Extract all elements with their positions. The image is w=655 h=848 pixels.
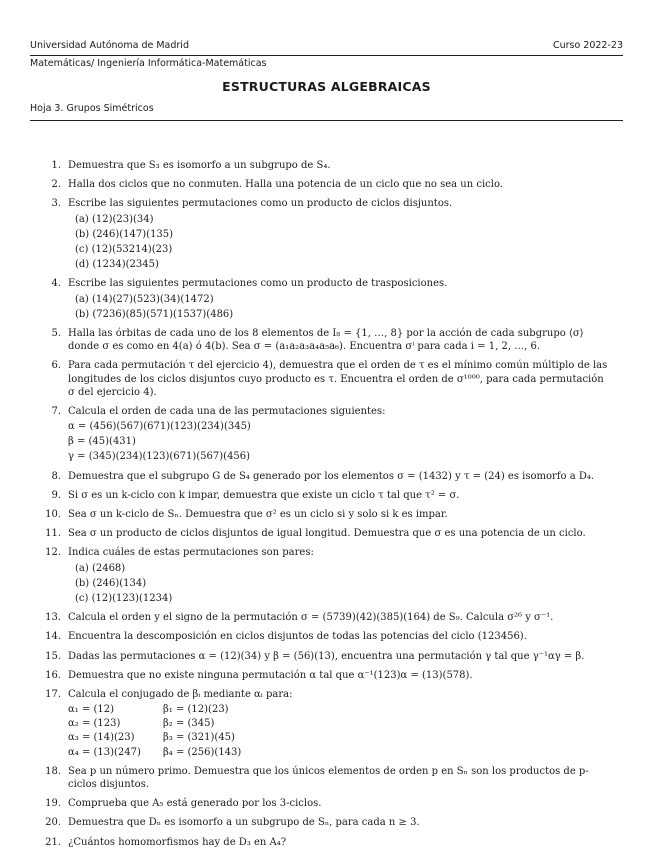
problem-text: Halla las órbitas de cada uno de los 8 elementos de I₈ = {1, …, 8} por la acción de cada subgrupo ⟨σ⟩ donde σ es como en 4(a) ó 4(b). Sea σ = (a₁a₂a₃a₄a₅a₆). Encuentra σⁱ para cada i = 1, 2, …, 6.: [68, 327, 584, 353]
problem-text: Escribe las siguientes permutaciones como un producto de trasposiciones.: [68, 278, 448, 290]
problem-text: ¿Cuántos homomorfismos hay de D₃ en A₄?: [68, 836, 287, 848]
problem-number: 18.: [45, 765, 61, 777]
permutation-line: α = (456)(567)(671)(123)(234)(345): [68, 421, 251, 433]
subitem: (c) (12)(53214)(23): [75, 244, 173, 256]
problem-number: 10.: [45, 509, 61, 521]
problem-body: [68, 688, 609, 759]
problem-number: 1.: [51, 160, 61, 172]
problem-text: Escribe las siguientes permutaciones como un producto de ciclos disjuntos.: [68, 198, 453, 210]
problem-text: Dadas las permutaciones α = (12)(34) y β = (56)(13), encuentra una permutación γ tal que γ⁻¹αγ = β.: [68, 650, 585, 662]
problem-number: 20.: [45, 817, 61, 829]
problem-text: Indica cuáles de estas permutaciones son pares:: [68, 547, 314, 559]
problem-number: 4.: [51, 278, 61, 290]
problem-item: [40, 405, 609, 464]
problem-text: Comprueba que A₅ está generado por los 3-ciclos.: [68, 798, 322, 810]
document-header: [30, 40, 623, 121]
alpha-entry: α₄ = (13)(247): [68, 746, 141, 758]
problem-text: Sea p un número primo. Demuestra que los únicos elementos de orden p en Sₙ son los productos de p-ciclos disjuntos.: [68, 765, 589, 791]
problem-item: [40, 527, 609, 540]
problem-text: Demuestra que el subgrupo G de S₄ generado por los elementos σ = (1432) y τ = (24) es isomorfo a D₄.: [68, 470, 595, 482]
problem-item: [40, 359, 609, 399]
problem-number: 3.: [51, 198, 61, 210]
problem-text: Sea σ un producto de ciclos disjuntos de igual longitud. Demuestra que σ es una potencia de un ciclo.: [68, 528, 586, 540]
beta-entry: β₂ = (345): [163, 718, 215, 730]
problem-body: [68, 277, 609, 321]
problem-item: [40, 630, 609, 643]
subitem: (c) (12)(123)(1234): [75, 592, 173, 604]
problem-text: Demuestra que Dₙ es isomorfo a un subgrupo de Sₙ, para cada n ≥ 3.: [68, 817, 420, 829]
problem-text: Calcula el orden y el signo de la permutación σ = (5739)(42)(385)(164) de S₉. Calcula σ²⁶ y σ⁻¹.: [68, 612, 554, 624]
problem-item: [40, 669, 609, 682]
problem-item: [40, 611, 609, 624]
problem-body: [68, 197, 609, 271]
problem-item: [40, 327, 609, 353]
problem-text: Calcula el orden de cada una de las permutaciones siguientes:: [68, 405, 386, 417]
subitem: (b) (7236)(85)(571)(1537)(486): [75, 308, 234, 320]
problem-item: [40, 197, 609, 271]
problem-number: 16.: [45, 669, 61, 681]
problem-item: [40, 277, 609, 321]
problem-body: [68, 405, 609, 464]
problem-number: 21.: [45, 836, 61, 848]
beta-entry: β₁ = (12)(23): [163, 704, 229, 716]
problem-number: 11.: [45, 528, 61, 540]
problem-text: Demuestra que no existe ninguna permutación α tal que α⁻¹(123)α = (13)(578).: [68, 669, 473, 681]
beta-entry: β₄ = (256)(143): [163, 746, 242, 758]
sheet-title: Hoja 3. Grupos Simétricos: [30, 103, 623, 122]
subitem: (d) (1234)(2345): [75, 259, 159, 271]
problem-number: 2.: [51, 179, 61, 191]
problem-number: 7.: [51, 405, 61, 417]
problem-item: [40, 508, 609, 521]
problem-item: [40, 178, 609, 191]
subitem: (b) (246)(134): [75, 577, 147, 589]
problem-number: 19.: [45, 798, 61, 810]
problem-item: [40, 650, 609, 663]
problem-number: 17.: [45, 688, 61, 700]
subitem: (a) (14)(27)(523)(34)(1472): [75, 293, 214, 305]
problem-item: [40, 470, 609, 483]
degree-line: Matemáticas/ Ingeniería Informática-Matemáticas: [30, 57, 267, 69]
problem-number: 5.: [51, 327, 61, 339]
problem-item: [40, 159, 609, 172]
subitem: (b) (246)(147)(135): [75, 228, 174, 240]
university-name: Universidad Autónoma de Madrid: [30, 40, 189, 51]
problem-number: 13.: [45, 612, 61, 624]
problem-number: 9.: [51, 489, 61, 501]
problem-item: [40, 797, 609, 810]
permutation-line: β = (45)(431): [68, 436, 136, 448]
problem-number: 8.: [51, 470, 61, 482]
alpha-entry: α₃ = (14)(23): [68, 732, 135, 744]
problem-body: [68, 546, 609, 605]
problem-text: Para cada permutación τ del ejercicio 4), demuestra que el orden de τ es el mínimo común múltiplo de las longitudes de los ciclos disjuntos cuyo producto es τ. Encuentra el orden de σ¹⁰⁰⁰, para cada permutación σ del ejercicio 4).: [68, 360, 608, 398]
header-top-row: [30, 40, 623, 56]
document-title: ESTRUCTURAS ALGEBRAICAS: [222, 79, 431, 95]
problem-text: Calcula el conjugado de βᵢ mediante αᵢ para:: [68, 688, 293, 700]
beta-entry: β₃ = (321)(45): [163, 732, 235, 744]
problem-item: [40, 489, 609, 502]
problem-number: 12.: [45, 547, 61, 559]
subitem: (a) (12)(23)(34): [75, 213, 154, 225]
problem-number: 15.: [45, 650, 61, 662]
problem-number: 14.: [45, 631, 61, 643]
course-year: Curso 2022-23: [552, 40, 623, 51]
problem-list: [30, 159, 623, 848]
problem-text: Halla dos ciclos que no conmuten. Halla una potencia de un ciclo que no sea un ciclo.: [68, 179, 503, 191]
problem-text: Encuentra la descomposición en ciclos disjuntos de todas las potencias del ciclo (123456).: [68, 631, 527, 643]
alpha-entry: α₂ = (123): [68, 718, 121, 730]
problem-item: [40, 765, 609, 791]
problem-item: [40, 836, 609, 848]
permutation-line: γ = (345)(234)(123)(671)(567)(456): [68, 451, 251, 463]
problem-text: Demuestra que S₃ es isomorfo a un subgrupo de S₄.: [68, 160, 331, 172]
problem-item: [40, 546, 609, 605]
subitem: (a) (2468): [75, 562, 126, 574]
problem-item: [40, 816, 609, 829]
problem-item: [40, 688, 609, 759]
problem-text: Sea σ un k-ciclo de Sₙ. Demuestra que σ² es un ciclo si y solo si k es impar.: [68, 509, 448, 521]
problem-number: 6.: [51, 360, 61, 372]
problem-text: Si σ es un k-ciclo con k impar, demuestra que existe un ciclo τ tal que τ² = σ.: [68, 489, 460, 501]
alpha-entry: α₁ = (12): [68, 704, 115, 716]
conjugate-pairs-table: [68, 703, 241, 759]
